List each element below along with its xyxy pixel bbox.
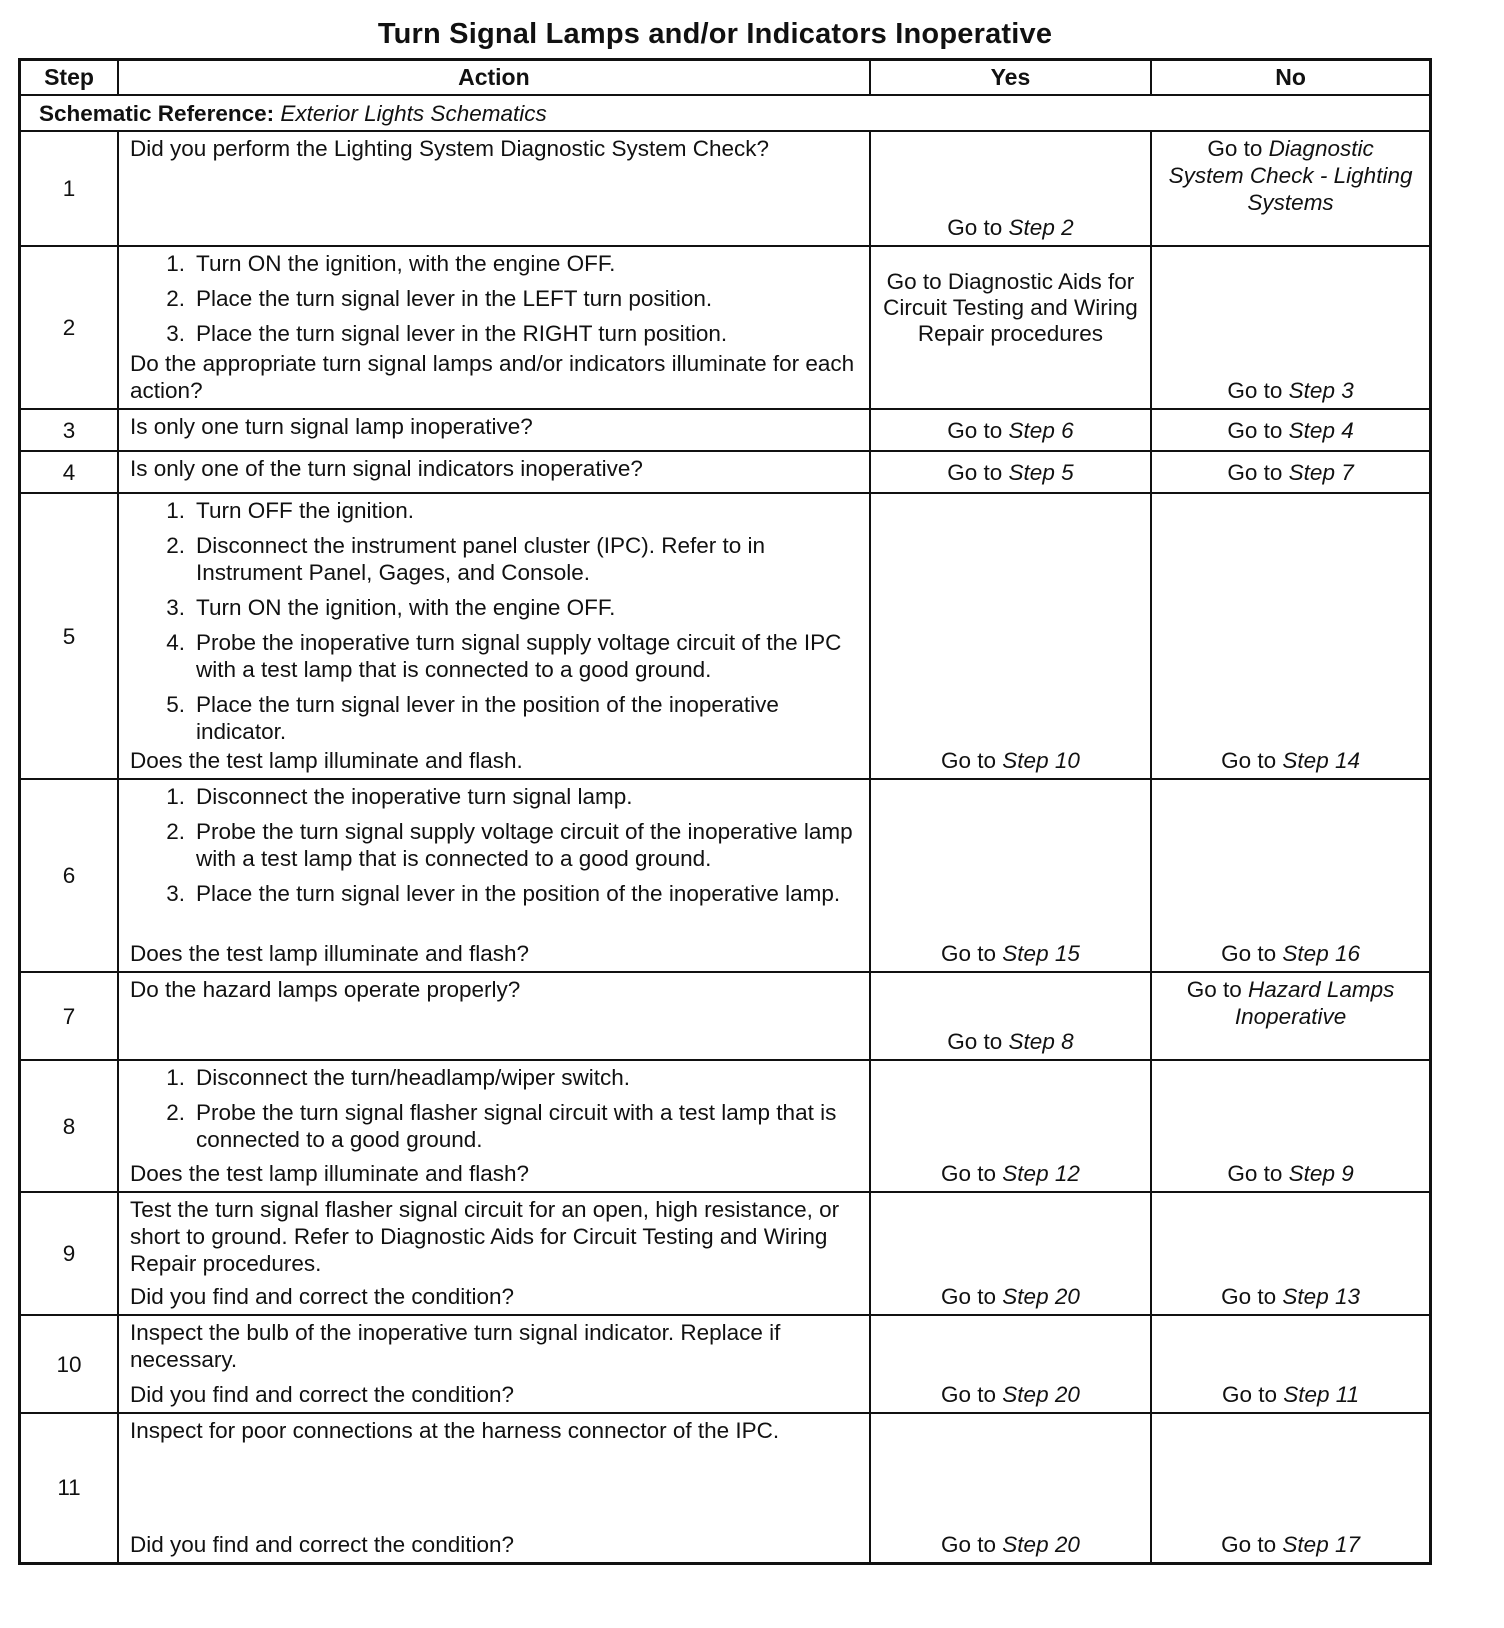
no-outcome[interactable] [1152, 940, 1429, 967]
action-steps-list [130, 250, 861, 347]
go-to-label: Go to [947, 417, 1003, 443]
yes-outcome[interactable] [871, 1283, 1150, 1310]
action-step-number: 2. [166, 533, 186, 558]
no-cell [1151, 1192, 1430, 1315]
action-step-number: 1. [166, 251, 186, 276]
yes-cell [870, 1060, 1151, 1192]
go-to-label: Go to [1221, 1284, 1277, 1309]
step-link[interactable]: Step 11 [1283, 1382, 1360, 1407]
step-number: 6 [20, 779, 119, 972]
yes-outcome[interactable] [871, 1381, 1150, 1408]
step-link[interactable]: Step 12 [1002, 1161, 1080, 1186]
action-question: Does the test lamp illuminate and flash? [130, 1161, 529, 1186]
yes-cell [870, 246, 1151, 409]
action-question: Did you find and correct the condition? [130, 1531, 515, 1557]
action-step-text: Disconnect the inoperative turn signal lamp. [196, 784, 633, 809]
yes-cell [870, 1413, 1151, 1563]
action-step-text: Probe the turn signal supply voltage circuit of the inoperative lamp with a test lamp that is connected to a good ground. [196, 819, 853, 871]
action-step-text: Turn OFF the ignition. [196, 498, 415, 523]
page-title: Turn Signal Lamps and/or Indicators Inoperative [377, 18, 1053, 50]
action-step-number: 2. [166, 1100, 186, 1125]
step-number: 2 [20, 246, 119, 409]
action-cell [118, 409, 870, 451]
step-link[interactable]: Step 5 [1008, 459, 1074, 485]
no-outcome[interactable] [1152, 1283, 1429, 1310]
schematic-reference-row [20, 95, 1431, 131]
no-cell [1151, 1060, 1430, 1192]
yes-cell [870, 131, 1151, 246]
go-to-label: Go to [947, 1029, 1003, 1054]
yes-cell [870, 409, 1151, 451]
go-to-label: Go to [941, 1161, 997, 1186]
step-link[interactable]: Step 20 [1002, 1284, 1080, 1309]
schematic-reference-link[interactable]: Exterior Lights Schematics [280, 100, 547, 126]
action-step-text: Disconnect the turn/headlamp/wiper switch. [196, 1065, 630, 1090]
table-row [20, 409, 1431, 451]
action-step-number: 3. [166, 321, 186, 346]
no-outcome[interactable] [1152, 1381, 1429, 1408]
action-steps-list [130, 497, 861, 745]
action-step [130, 880, 861, 907]
action-step [130, 818, 861, 872]
action-text: Do the hazard lamps operate properly? [130, 977, 521, 1002]
action-text: Test the turn signal flasher signal circuit for an open, high resistance, or short to ground. Refer to Diagnostic Aids for Circuit Testing and Wiring Repair procedures. [130, 1197, 840, 1276]
yes-outcome[interactable] [871, 459, 1150, 486]
action-step [130, 783, 861, 810]
go-to-label: Go to [1207, 136, 1263, 161]
action-step [130, 320, 861, 347]
no-cell [1151, 451, 1430, 493]
action-text: Is only one of the turn signal indicators inoperative? [130, 456, 643, 481]
action-cell [118, 1413, 870, 1563]
no-cell [1151, 779, 1430, 972]
table-row [20, 1315, 1431, 1413]
go-to-label: Go to [1227, 378, 1283, 403]
action-step-text: Place the turn signal lever in the RIGHT turn position. [196, 321, 728, 346]
go-to-label: Go to [941, 748, 997, 773]
action-step-text: Place the turn signal lever in the position of the inoperative indicator. [196, 692, 779, 744]
no-outcome[interactable] [1152, 132, 1429, 216]
action-cell [118, 1060, 870, 1192]
step-link[interactable]: Step 16 [1282, 941, 1360, 966]
go-to-label: Go to [1227, 1161, 1283, 1186]
action-cell [118, 451, 870, 493]
action-text: Did you perform the Lighting System Diagnostic System Check? [130, 136, 770, 161]
header-step: Step [20, 60, 119, 96]
action-step [130, 532, 861, 586]
step-link[interactable]: Step 2 [1008, 215, 1074, 240]
action-cell [118, 131, 870, 246]
table-row [20, 451, 1431, 493]
yes-cell [870, 451, 1151, 493]
header-no: No [1151, 60, 1430, 96]
no-cell [1151, 1315, 1430, 1413]
header-yes: Yes [870, 60, 1151, 96]
action-step-text: Turn ON the ignition, with the engine OFF. [196, 595, 616, 620]
step-link[interactable]: Hazard Lamps Inoperative [1234, 977, 1395, 1029]
no-cell [1151, 246, 1430, 409]
action-step-number: 4. [166, 630, 186, 655]
action-step-text: Disconnect the instrument panel cluster (IPC). Refer to in Instrument Panel, Gages, and Console. [196, 533, 766, 585]
yes-outcome[interactable] [871, 417, 1150, 444]
action-step-number: 3. [166, 595, 186, 620]
go-to-label: Go to [1221, 748, 1277, 773]
action-step-text: Turn ON the ignition, with the engine OFF. [196, 251, 616, 276]
action-step-text: Probe the inoperative turn signal supply voltage circuit of the IPC with a test lamp that is connected to a good ground. [196, 630, 842, 682]
step-link[interactable]: Diagnostic System Check - Lighting Systems [1168, 136, 1413, 215]
step-number: 10 [20, 1315, 119, 1413]
table-row [20, 246, 1431, 409]
step-link[interactable]: Step 8 [1008, 1029, 1074, 1054]
no-outcome[interactable] [1152, 377, 1429, 404]
go-to-label: Go to [1227, 417, 1283, 443]
step-number: 5 [20, 493, 119, 779]
step-link[interactable]: Step 7 [1288, 459, 1354, 485]
yes-outcome[interactable] [871, 747, 1150, 774]
action-question: Do the appropriate turn signal lamps and/or indicators illuminate for each action? [130, 351, 855, 403]
header-row [20, 60, 1431, 96]
yes-cell [870, 1315, 1151, 1413]
step-link[interactable]: Step 10 [1002, 748, 1080, 773]
header-action: Action [118, 60, 870, 96]
step-number: 1 [20, 131, 119, 246]
action-cell [118, 1315, 870, 1413]
action-text: Inspect the bulb of the inoperative turn signal indicator. Replace if necessary. [130, 1320, 781, 1372]
no-cell [1151, 131, 1430, 246]
go-to-label: Go to [941, 1382, 997, 1407]
step-link[interactable]: Step 6 [1008, 417, 1074, 443]
step-number: 8 [20, 1060, 119, 1192]
step-link[interactable]: Step 3 [1288, 378, 1354, 403]
action-steps-list [130, 1064, 861, 1153]
no-outcome[interactable] [1152, 1160, 1429, 1187]
step-number: 11 [20, 1413, 119, 1563]
step-link[interactable]: Step 14 [1282, 748, 1360, 773]
action-cell [118, 1192, 870, 1315]
action-step [130, 1099, 861, 1153]
action-step-number: 1. [166, 1065, 186, 1090]
action-step [130, 1064, 861, 1091]
step-link[interactable]: Step 15 [1002, 941, 1080, 966]
no-cell [1151, 972, 1430, 1060]
action-step [130, 691, 861, 745]
action-step [130, 629, 861, 683]
go-to-label: Go to [941, 941, 997, 966]
step-number: 9 [20, 1192, 119, 1315]
action-step [130, 594, 861, 621]
action-step [130, 250, 861, 277]
no-outcome[interactable] [1152, 973, 1429, 1030]
go-to-label: Go to [947, 215, 1003, 240]
action-question: Does the test lamp illuminate and flash. [130, 748, 523, 773]
go-to-label: Go to [1186, 977, 1242, 1002]
yes-outcome[interactable] [871, 1160, 1150, 1187]
action-cell [118, 972, 870, 1060]
action-text: Inspect for poor connections at the harness connector of the IPC. [130, 1418, 780, 1443]
no-outcome[interactable] [1152, 459, 1429, 486]
no-outcome[interactable] [1152, 417, 1429, 444]
go-to-label: Go to [1221, 1531, 1277, 1557]
step-link[interactable]: Step 9 [1288, 1161, 1354, 1186]
action-step-number: 1. [166, 498, 186, 523]
action-question: Did you find and correct the condition? [130, 1284, 515, 1309]
action-step-number: 2. [166, 286, 186, 311]
yes-outcome[interactable] [871, 940, 1150, 967]
yes-outcome[interactable] [871, 1028, 1150, 1055]
step-link[interactable]: Step 17 [1282, 1531, 1360, 1557]
diagnostic-table [18, 58, 1432, 1565]
yes-outcome[interactable]: Go to Diagnostic Aids for Circuit Testing and Wiring Repair procedures [883, 269, 1138, 346]
step-link[interactable]: Step 13 [1282, 1284, 1360, 1309]
action-step-text: Place the turn signal lever in the LEFT turn position. [196, 286, 713, 311]
action-cell [118, 246, 870, 409]
go-to-label: Go to [1221, 1382, 1277, 1407]
table-row [20, 1413, 1431, 1563]
no-cell [1151, 409, 1430, 451]
action-step-number: 5. [166, 692, 186, 717]
table-row [20, 131, 1431, 246]
action-question: Does the test lamp illuminate and flash? [130, 941, 529, 966]
table-row [20, 779, 1431, 972]
yes-cell [870, 493, 1151, 779]
go-to-label: Go to [1227, 459, 1283, 485]
step-link[interactable]: Step 20 [1002, 1531, 1080, 1557]
table-row [20, 1060, 1431, 1192]
go-to-label: Go to [941, 1531, 997, 1557]
yes-cell [870, 779, 1151, 972]
yes-outcome[interactable] [871, 1531, 1150, 1558]
action-step-number: 1. [166, 784, 186, 809]
action-cell [118, 493, 870, 779]
step-number: 7 [20, 972, 119, 1060]
action-step-text: Probe the turn signal flasher signal circuit with a test lamp that is connected to a good ground. [196, 1100, 837, 1152]
table-row [20, 972, 1431, 1060]
no-outcome[interactable] [1152, 1531, 1429, 1558]
table-row [20, 1192, 1431, 1315]
no-cell [1151, 493, 1430, 779]
go-to-label: Go to [1221, 941, 1277, 966]
action-steps-list [130, 783, 861, 907]
action-step [130, 285, 861, 312]
no-cell [1151, 1413, 1430, 1563]
schematic-reference-label: Schematic Reference: [39, 100, 275, 126]
step-link[interactable]: Step 4 [1288, 417, 1354, 443]
no-outcome[interactable] [1152, 747, 1429, 774]
step-link[interactable]: Step 20 [1002, 1382, 1080, 1407]
action-question: Did you find and correct the condition? [130, 1382, 515, 1407]
action-step-number: 2. [166, 819, 186, 844]
table-row [20, 493, 1431, 779]
action-step-number: 3. [166, 881, 186, 906]
yes-cell [870, 972, 1151, 1060]
action-step-text: Place the turn signal lever in the position of the inoperative lamp. [196, 881, 841, 906]
action-step [130, 497, 861, 524]
action-text: Is only one turn signal lamp inoperative? [130, 414, 533, 439]
step-number: 3 [20, 409, 119, 451]
yes-cell [870, 1192, 1151, 1315]
go-to-label: Go to [941, 1284, 997, 1309]
go-to-label: Go to [947, 459, 1003, 485]
yes-outcome[interactable] [871, 214, 1150, 241]
action-cell [118, 779, 870, 972]
step-number: 4 [20, 451, 119, 493]
